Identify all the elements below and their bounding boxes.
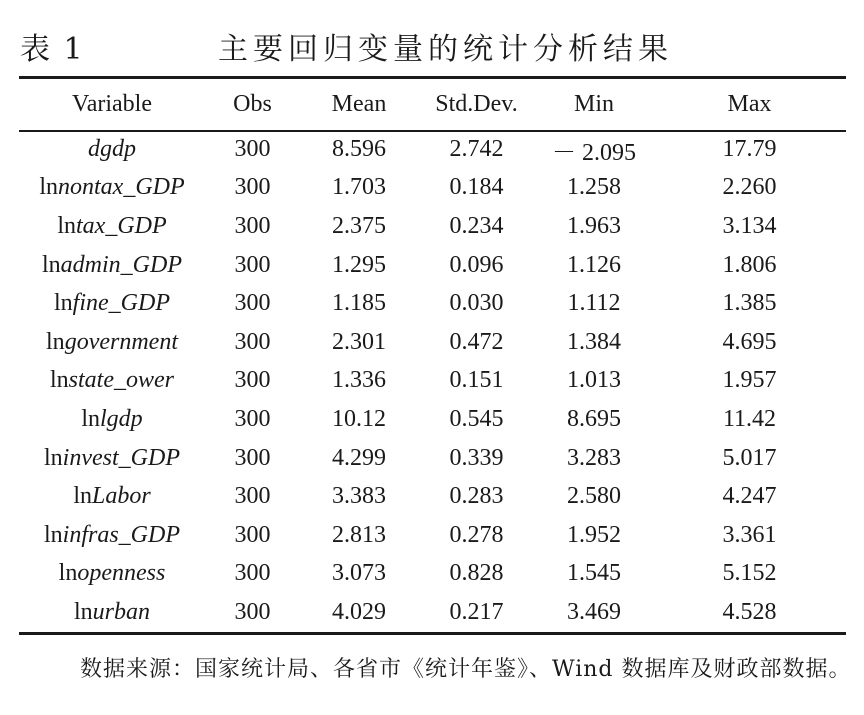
variable-prefix: ln [43,521,63,548]
statistics-table [19,79,846,632]
variable-name: nontax_GDP [58,174,185,201]
variable-name: tax_GDP [76,212,167,239]
obs-cell: 300 [234,560,271,587]
min-cell: 3.283 [567,444,621,471]
mean-cell: 4.299 [332,444,386,471]
mean-cell: 2.813 [332,521,386,548]
sd-cell: 0.217 [449,598,504,625]
header-max: Max [727,91,772,117]
table-row [19,400,846,439]
obs-cell: 300 [234,367,271,394]
variable-cell [19,400,205,439]
max-cell: 2.260 [722,174,777,201]
sd-cell: 0.545 [449,405,504,432]
table-row [19,207,846,246]
variable-cell [19,477,205,516]
variable-prefix: ln [46,328,65,355]
variable-cell [19,555,205,594]
mean-cell: 3.383 [332,483,386,510]
max-cell: 11.42 [722,405,777,432]
min-cell: 1.112 [567,290,621,317]
sd-cell: 0.828 [449,560,504,587]
variable-cell [19,439,205,478]
min-cell: － 2.095 [552,139,636,166]
sd-cell: 0.234 [449,212,504,239]
header-row [19,79,846,130]
variable-cell [19,284,205,323]
sd-cell: 0.151 [449,367,504,394]
obs-cell: 300 [234,290,271,317]
variable-name: state_ower [68,367,174,394]
variable-cell [19,207,205,246]
variable-prefix: ln [39,174,58,201]
variable-name: fine_GDP [72,290,170,317]
table-row [19,439,846,478]
variable-prefix: ln [81,405,100,432]
bottom-rule [19,632,846,635]
min-cell: 8.695 [567,405,621,432]
header-min: Min [573,91,614,117]
variable-cell [19,323,205,362]
table-label: 表 1 [20,32,85,67]
variable-name: openness [77,560,166,587]
obs-cell: 300 [234,251,271,278]
mean-cell: 10.12 [332,405,386,432]
header-obs: Obs [233,91,272,117]
variable-name: government [64,328,178,355]
table-row [19,555,846,594]
max-cell: 4.247 [722,483,777,510]
source-note: 数据来源：国家统计局、各省市《统计年鉴》、Wind 数据库及财政部数据。 [80,657,852,682]
min-cell: 1.952 [567,521,621,548]
max-cell: 3.134 [722,212,777,239]
sd-cell: 0.339 [449,444,504,471]
obs-cell: 300 [234,328,271,355]
sd-cell: 0.184 [449,174,504,201]
obs-cell: 300 [234,212,271,239]
max-cell: 3.361 [722,521,777,548]
variable-prefix: ln [54,290,73,317]
header-mean: Mean [331,91,387,117]
variable-prefix: ln [73,483,92,510]
mean-cell: 1.295 [332,251,386,278]
variable-name: Labor [91,483,151,510]
mean-cell: 2.301 [332,328,386,355]
obs-cell: 300 [234,444,271,471]
obs-cell: 300 [234,405,271,432]
variable-prefix: ln [57,212,76,239]
variable-prefix: ln [73,598,93,625]
mean-cell: 1.185 [332,290,386,317]
variable-name: invest_GDP [62,444,180,471]
max-cell: 1.806 [722,251,777,278]
variable-cell [19,593,205,632]
variable-cell [19,130,205,169]
max-cell: 5.017 [722,444,777,471]
table-row [19,516,846,555]
sd-cell: 0.030 [449,290,504,317]
min-cell: 3.469 [567,598,621,625]
max-cell: 4.695 [722,328,777,355]
table-row [19,284,846,323]
obs-cell: 300 [234,521,271,548]
variable-name: urban [92,598,150,625]
min-cell: 1.258 [567,174,621,201]
table-row [19,593,846,632]
variable-cell [19,169,205,208]
max-cell: 17.79 [722,135,777,162]
table-row [19,246,846,285]
variable-name: admin_GDP [60,251,182,278]
obs-cell: 300 [234,174,271,201]
obs-cell: 300 [234,483,271,510]
mean-cell: 1.703 [332,174,386,201]
variable-cell [19,362,205,401]
obs-cell: 300 [234,598,271,625]
header-variable: Variable [72,91,152,117]
sd-cell: 0.096 [449,251,504,278]
min-cell: 2.580 [567,483,621,510]
table-row [19,323,846,362]
sd-cell: 0.472 [449,328,504,355]
min-cell: 1.384 [567,328,621,355]
table-row [19,130,846,169]
variable-cell [19,246,205,285]
mean-cell: 8.596 [332,135,386,162]
min-cell: 1.013 [567,367,621,394]
variable-prefix: ln [58,560,78,587]
header-std-dev: Std.Dev. [435,91,518,117]
variable-name: lgdp [100,405,143,432]
variable-prefix: ln [42,251,61,278]
max-cell: 1.957 [722,367,777,394]
variable-prefix: ln [44,444,63,471]
table-title: 主要回归变量的统计分析结果 [218,32,673,67]
max-cell: 5.152 [722,560,777,587]
mean-cell: 1.336 [332,367,386,394]
min-cell: 1.126 [567,251,621,278]
max-cell: 4.528 [722,598,777,625]
max-cell: 1.385 [722,290,777,317]
variable-name: infras_GDP [62,521,180,548]
table-row [19,362,846,401]
mean-cell: 2.375 [332,212,386,239]
variable-prefix: ln [50,367,69,394]
table-row [19,477,846,516]
obs-cell: 300 [234,135,271,162]
table-row [19,169,846,208]
min-cell: 1.963 [567,212,621,239]
sd-cell: 0.278 [449,521,504,548]
variable-cell [19,516,205,555]
min-cell: 1.545 [567,560,621,587]
variable-name: dgdp [88,135,136,162]
sd-cell: 2.742 [449,135,504,162]
mean-cell: 4.029 [332,598,386,625]
mean-cell: 3.073 [332,560,386,587]
sd-cell: 0.283 [449,483,504,510]
